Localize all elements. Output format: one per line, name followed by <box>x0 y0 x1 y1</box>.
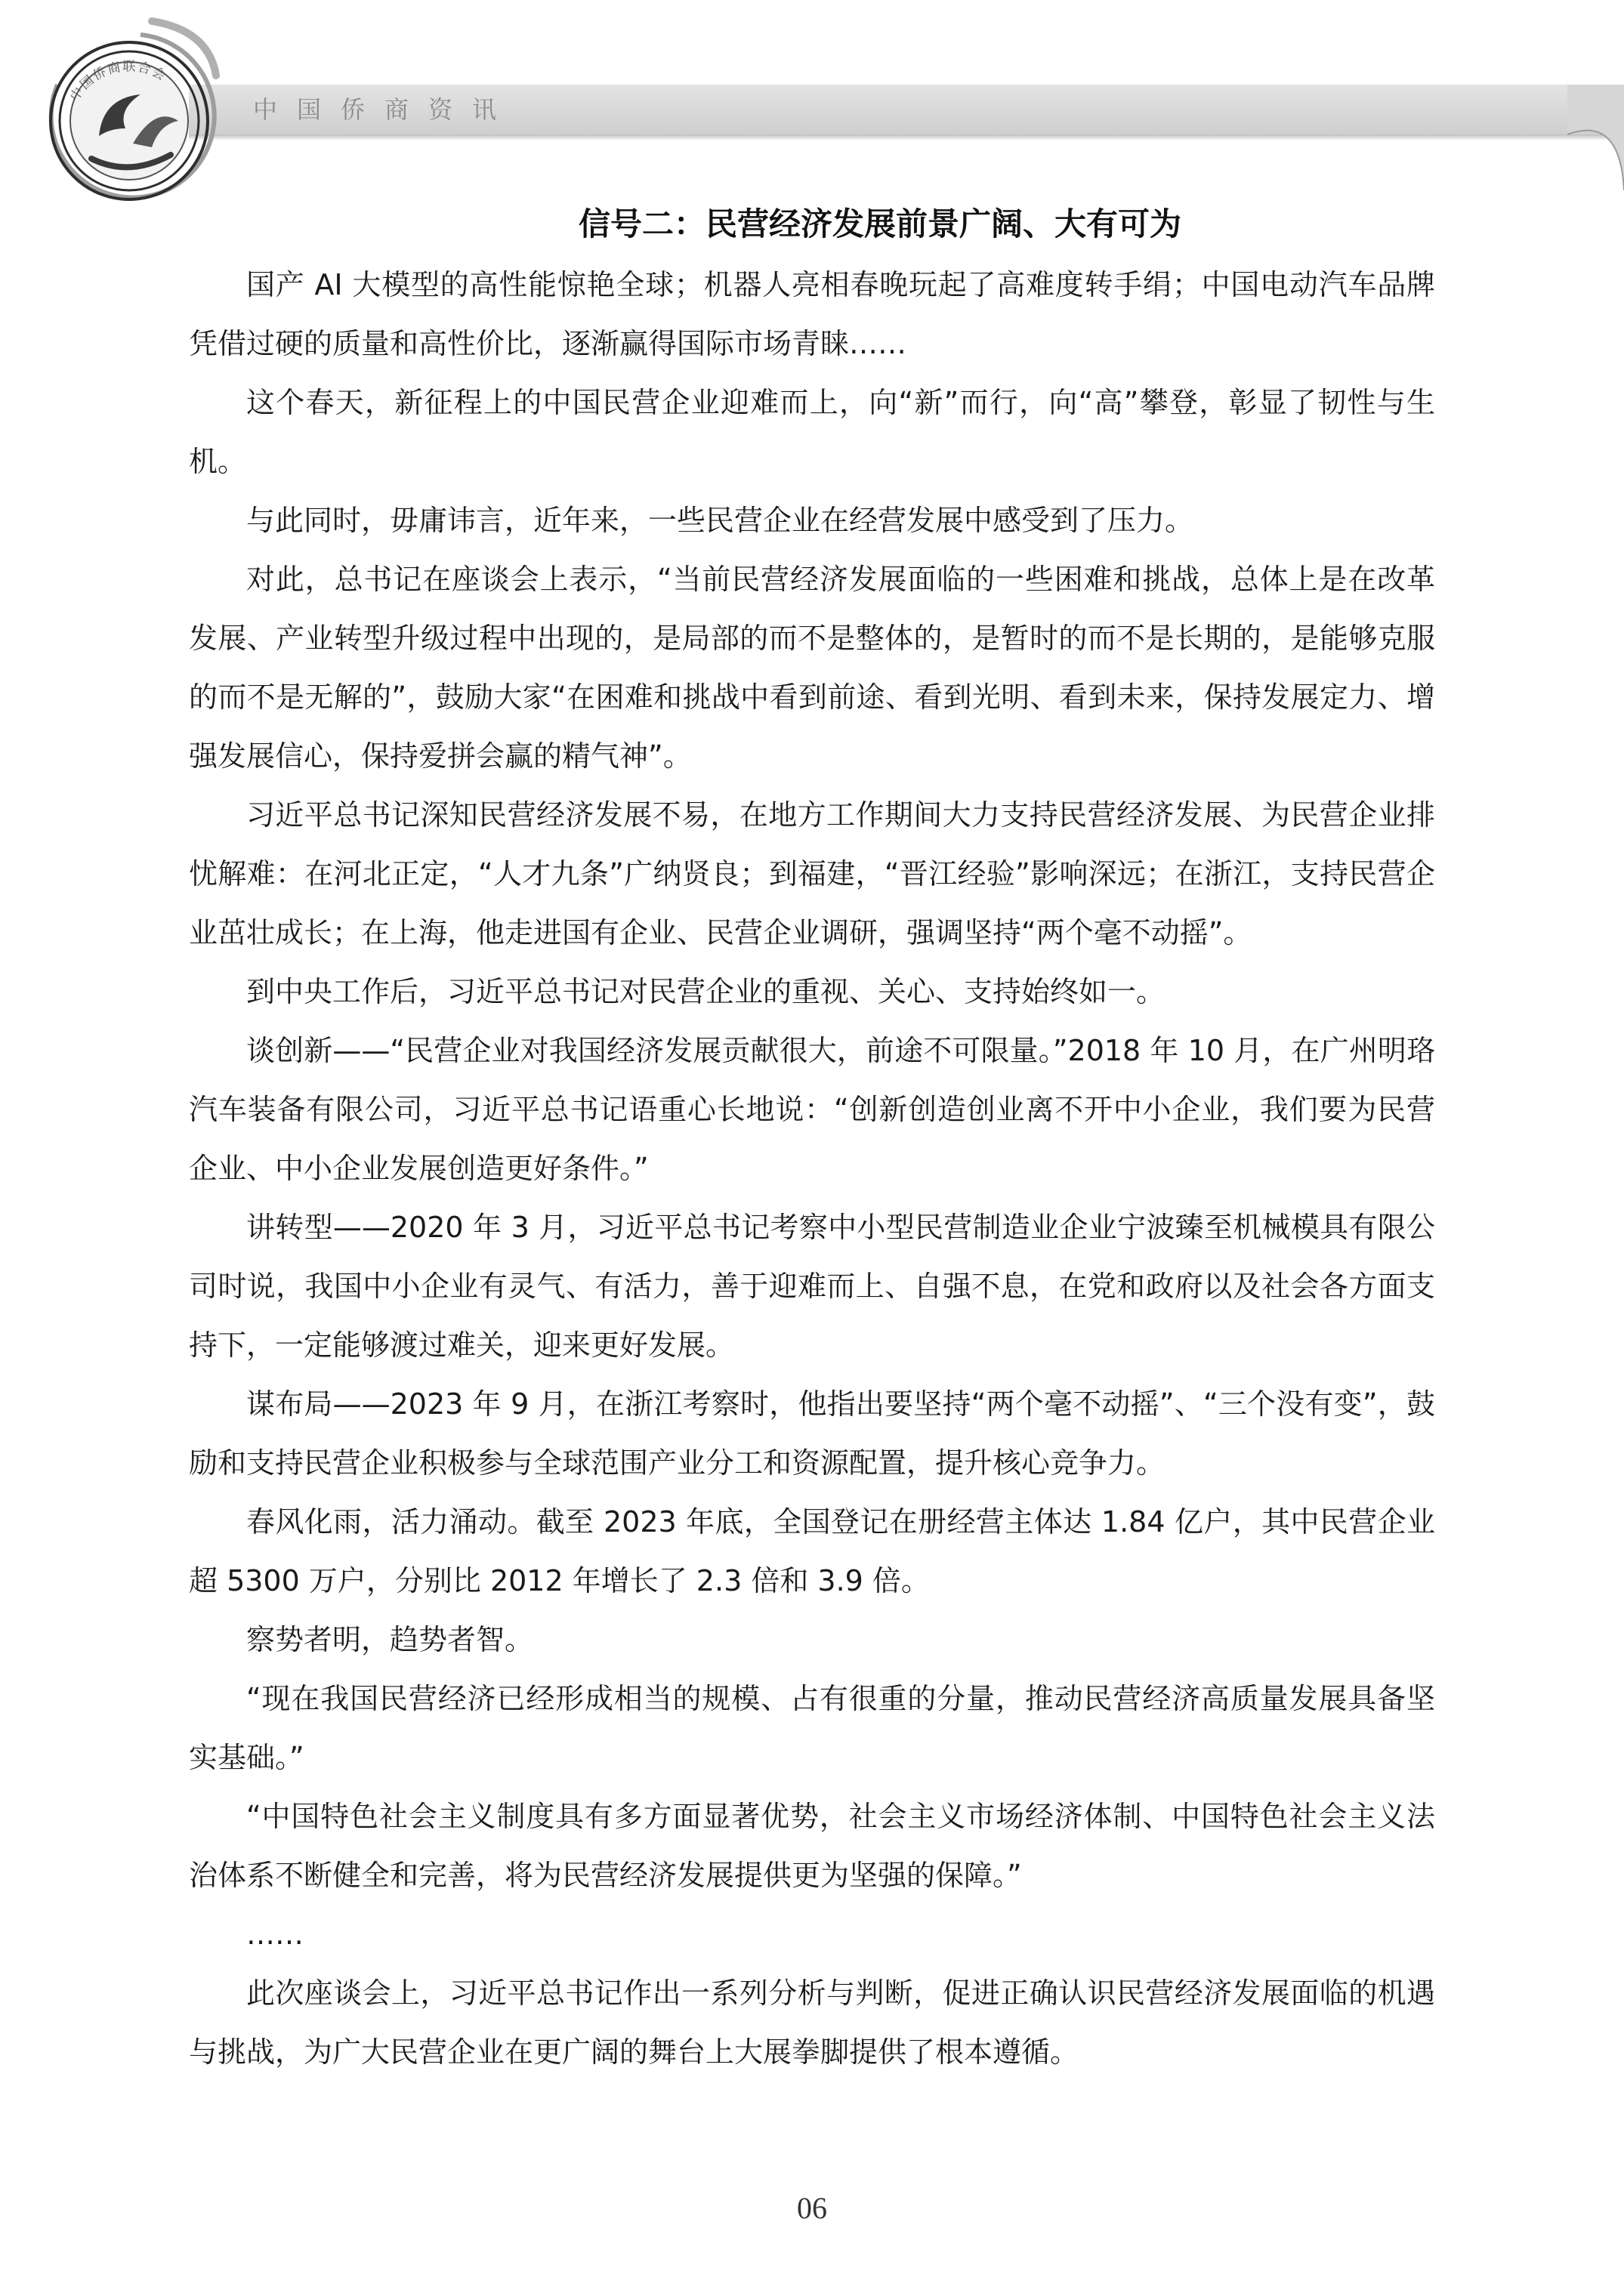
paragraph: 此次座谈会上，习近平总书记作出一系列分析与判断，促进正确认识民营经济发展面临的机遇与挑战，为广大民营企业在更广阔的舞台上大展拳脚提供了根本遵循。 <box>189 1977 1435 2069</box>
ellipsis-paragraph: …… <box>246 1918 304 1951</box>
header-shadow <box>189 134 1624 140</box>
paragraph: 讲转型——2020 年 3 月，习近平总书记考察中小型民营制造业企业宁波臻至机械模具有限公司时说，我国中小企业有灵气、有活力，善于迎难而上、自强不息，在党和政府以及社会各方面支持下，一定能够渡过难关，迎来更好发展。 <box>189 1211 1435 1362</box>
article-heading: 信号二：民营经济发展前景广阔、大有可为 <box>578 205 1181 242</box>
paragraph: 谋布局——2023 年 9 月，在浙江考察时，他指出要坚持“两个毫不动摇”、“三个没有变”，鼓励和支持民营企业积极参与全球范围产业分工和资源配置，提升核心竞争力。 <box>189 1387 1435 1480</box>
association-logo <box>27 15 231 219</box>
paragraph: 这个春天，新征程上的中国民营企业迎难而上，向“新”而行，向“高”攀登，彰显了韧性与生机。 <box>189 386 1435 478</box>
logo-text: 中国侨商联合会 <box>67 59 169 104</box>
paragraph: “现在我国民营经济已经形成相当的规模、占有很重的分量，推动民营经济高质量发展具备坚实基础。” <box>189 1682 1435 1774</box>
paragraph: 春风化雨，活力涌动。截至 2023 年底，全国登记在册经营主体达 1.84 亿户，其中民营企业超 5300 万户，分别比 2012 年增长了 2.3 倍和 3.9 倍。 <box>189 1505 1435 1597</box>
paragraph: 与此同时，毋庸讳言，近年来，一些民营企业在经营发展中感受到了压力。 <box>246 504 1194 537</box>
paragraph: 对此，总书记在座谈会上表示，“当前民营经济发展面临的一些困难和挑战，总体上是在改革发展、产业转型升级过程中出现的，是局部的而不是整体的，是暂时的而不是长期的，是能够克服的而不是无解的”，鼓励大家“在困难和挑战中看到前途、看到光明、看到未来，保持发展定力、增强发展信心，保持爱拼会赢的精气神”。 <box>189 563 1435 773</box>
paragraph: 谈创新——“民营企业对我国经济发展贡献很大，前途不可限量。”2018 年 10 月，在广州明珞汽车装备有限公司，习近平总书记语重心长地说：“创新创造创业离不开中小企业，我们要为民营企业、中小企业发展创造更好条件。” <box>189 1034 1435 1185</box>
page-number: 06 <box>797 2191 827 2225</box>
paragraph: 国产 AI 大模型的高性能惊艳全球；机器人亮相春晚玩起了高难度转手绢；中国电动汽车品牌凭借过硬的质量和高性价比，逐渐赢得国际市场青睐…… <box>189 268 1435 360</box>
paragraph: 习近平总书记深知民营经济发展不易，在地方工作期间大力支持民营经济发展、为民营企业排忧解难：在河北正定，“人才九条”广纳贤良；到福建，“晋江经验”影响深远；在浙江，支持民营企业茁壮成长；在上海，他走进国有企业、民营企业调研，强调坚持“两个毫不动摇”。 <box>189 798 1435 949</box>
paragraph: 察势者明，趋势者智。 <box>246 1623 534 1656</box>
header-curve-decoration <box>1567 85 1624 190</box>
publication-title: 中国侨商资讯 <box>253 95 517 124</box>
article <box>189 195 1435 2082</box>
paragraph: 到中央工作后，习近平总书记对民营企业的重视、关心、支持始终如一。 <box>246 975 1166 1008</box>
paragraph: “中国特色社会主义制度具有多方面显著优势，社会主义市场经济体制、中国特色社会主义法治体系不断健全和完善，将为民营经济发展提供更为坚强的保障。” <box>189 1800 1435 1892</box>
